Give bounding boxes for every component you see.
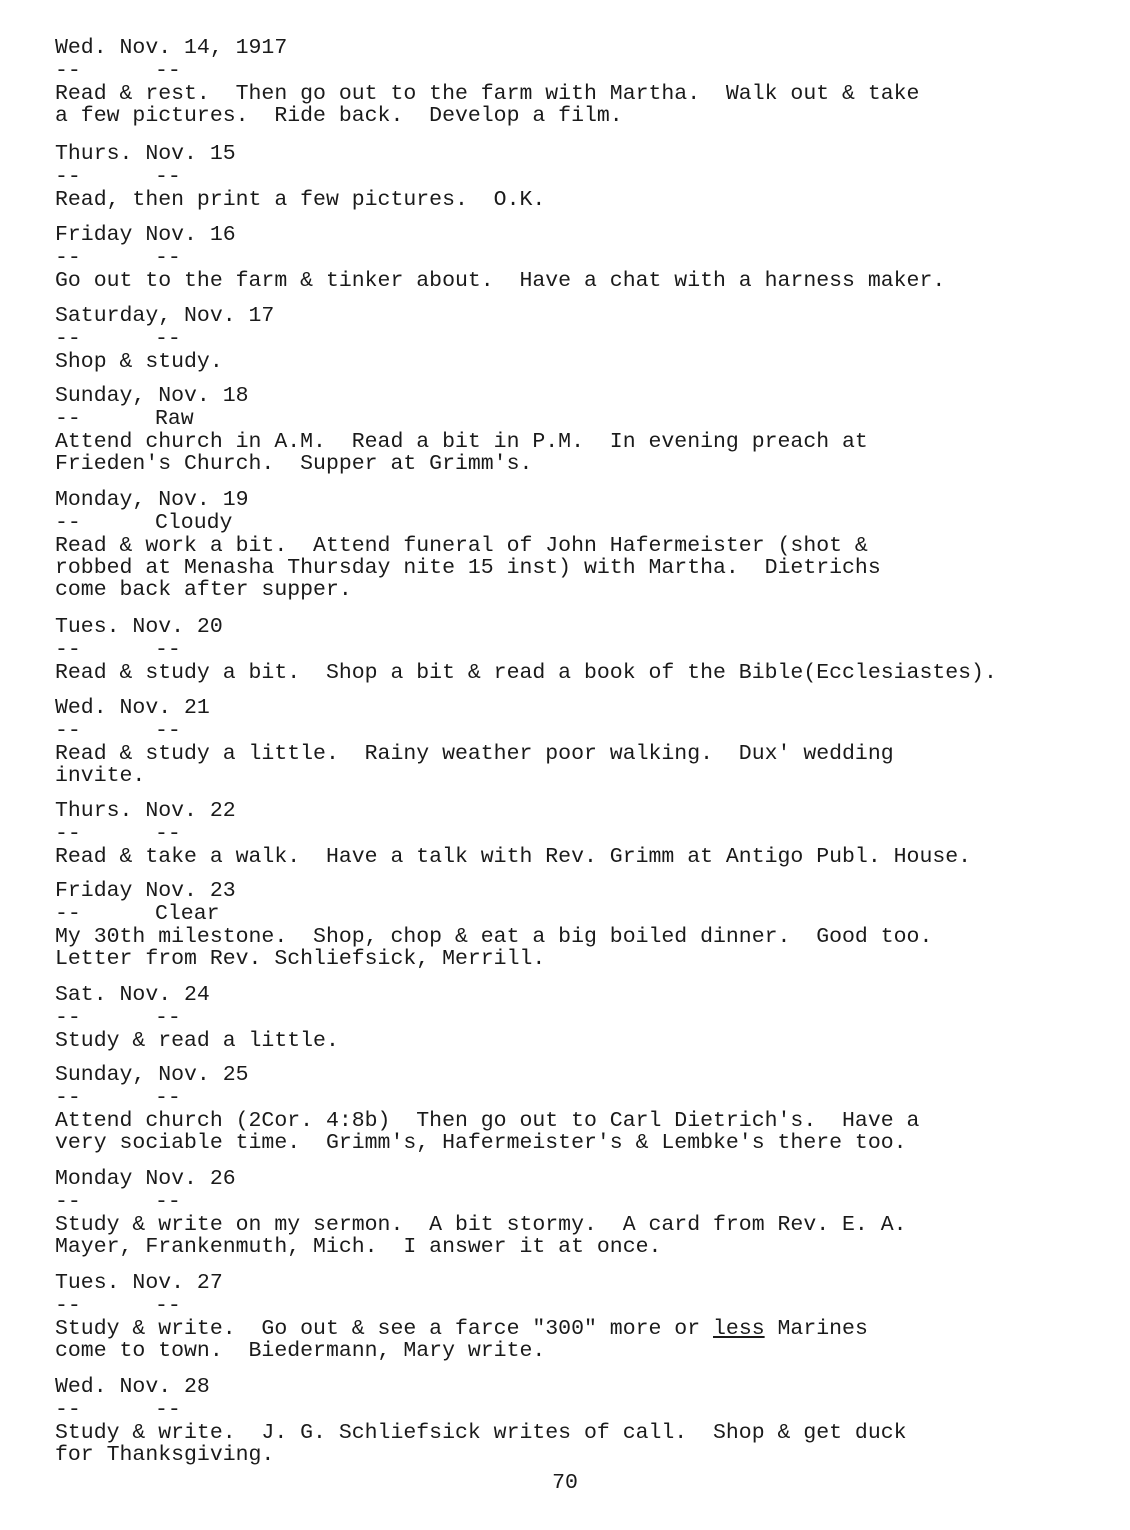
dash-row [55,903,1120,926]
entry-nov-28 [55,1376,1120,1466]
entry-text: Shop & study. [55,350,223,374]
entry-nov-20 [55,616,1120,684]
entry-date: Sat. Nov. 24 [55,983,210,1007]
dash-row [55,1191,1120,1214]
entry-text: Read & work a bit. Attend funeral of John Hafermeister (shot & robbed at Menasha Thursday nite 15 inst) with Martha. Dietrichs come back after supper. [55,534,881,602]
dash-row [55,60,1120,83]
dash-mark: -- [55,165,81,189]
entry-nov-25 [55,1064,1120,1154]
dash-mark: -- [55,638,81,662]
dash-mark: -- [155,246,181,270]
dash-row [55,1295,1120,1318]
entry-nov-24 [55,984,1120,1052]
dash-mark: -- [55,902,81,926]
entry-date: Friday Nov. 16 [55,223,236,247]
dash-mark: -- [155,59,181,83]
entry-date: Thurs. Nov. 15 [55,142,236,166]
dash-row [55,1007,1120,1030]
underlined-word: less [713,1317,765,1341]
dash-row [55,166,1120,189]
dash-mark: -- [55,246,81,270]
entry-text: Read & rest. Then go out to the farm with Martha. Walk out & take a few pictures. Ride back. Develop a film. [55,82,920,128]
dash-mark: -- [55,1294,81,1318]
entry-nov-16 [55,224,1120,292]
weather-note: Clear [155,902,220,926]
entry-date: Sunday, Nov. 18 [55,384,249,408]
entry-nov-15 [55,143,1120,211]
weather-note: Raw [155,407,194,431]
entry-date: Tues. Nov. 20 [55,615,223,639]
entry-text: My 30th milestone. Shop, chop & eat a big boiled dinner. Good too. Letter from Rev. Schliefsick, Merrill. [55,925,933,971]
entry-text: Attend church in A.M. Read a bit in P.M. In evening preach at Frieden's Church. Supper at Grimm's. [55,430,868,476]
dash-mark: -- [55,1006,81,1030]
entry-nov-27 [55,1272,1120,1362]
dash-mark: -- [155,1398,181,1422]
entry-text: Read, then print a few pictures. O.K. [55,188,546,212]
entry-date: Saturday, Nov. 17 [55,304,275,328]
entry-nov-22 [55,800,1120,868]
dash-mark: -- [155,638,181,662]
entry-text-part: Marines come to town. Biedermann, Mary write. [55,1317,868,1363]
dash-mark: -- [55,1398,81,1422]
entry-text: Read & study a little. Rainy weather poor walking. Dux' wedding invite. [55,742,894,788]
dash-mark: -- [155,1294,181,1318]
entry-date: Wed. Nov. 21 [55,696,210,720]
entry-nov-23 [55,880,1120,970]
entry-text-part: Study & write. Go out & see a farce "300" more or [55,1317,714,1341]
entry-text: Study & read a little. [55,1029,339,1053]
dash-row [55,408,1120,431]
entry-text: Go out to the farm & tinker about. Have a chat with a harness maker. [55,269,946,293]
entry-nov-19 [55,489,1120,601]
entry-date: Friday Nov. 23 [55,879,236,903]
dash-mark: -- [55,1086,81,1110]
dash-row [55,1399,1120,1422]
entry-date: Monday, Nov. 19 [55,488,249,512]
dash-mark: -- [155,165,181,189]
entry-date: Monday Nov. 26 [55,1167,236,1191]
entry-text [55,1318,1120,1362]
entry-text: Attend church (2Cor. 4:8b) Then go out to Carl Dietrich's. Have a very sociable time. Grimm's, Hafermeister's & Lembke's there too. [55,1109,920,1155]
entry-nov-18 [55,385,1120,475]
page-number: 70 [552,1471,578,1495]
dash-mark: -- [155,822,181,846]
dash-mark: -- [155,327,181,351]
dash-row [55,1087,1120,1110]
entry-date: Wed. Nov. 14, 1917 [55,36,288,60]
entry-text: Study & write on my sermon. A bit stormy. A card from Rev. E. A. Mayer, Frankenmuth, Mich. I answer it at once. [55,1213,907,1259]
weather-note: Cloudy [155,511,233,535]
dash-row [55,639,1120,662]
entry-text: Study & write. J. G. Schliefsick writes of call. Shop & get duck for Thanksgiving. [55,1421,907,1467]
entry-date: Thurs. Nov. 22 [55,799,236,823]
dash-mark: -- [155,719,181,743]
entry-text: Read & take a walk. Have a talk with Rev. Grimm at Antigo Publ. House. [55,845,972,869]
dash-mark: -- [55,327,81,351]
dash-mark: -- [55,822,81,846]
entry-nov-17 [55,305,1120,373]
dash-mark: -- [155,1086,181,1110]
dash-mark: -- [55,59,81,83]
dash-mark: -- [55,511,81,535]
entry-text: Read & study a bit. Shop a bit & read a book of the Bible(Ecclesiastes). [55,661,997,685]
dash-row [55,823,1120,846]
entry-date: Tues. Nov. 27 [55,1271,223,1295]
dash-row [55,720,1120,743]
dash-row [55,247,1120,270]
entry-date: Sunday, Nov. 25 [55,1063,249,1087]
entry-date: Wed. Nov. 28 [55,1375,210,1399]
entry-nov-26 [55,1168,1120,1258]
dash-mark: -- [155,1006,181,1030]
entry-nov-21 [55,697,1120,787]
dash-row [55,512,1120,535]
dash-mark: -- [55,719,81,743]
dash-row [55,328,1120,351]
dash-mark: -- [55,407,81,431]
entry-nov-14 [55,37,1120,127]
dash-mark: -- [55,1190,81,1214]
dash-mark: -- [155,1190,181,1214]
